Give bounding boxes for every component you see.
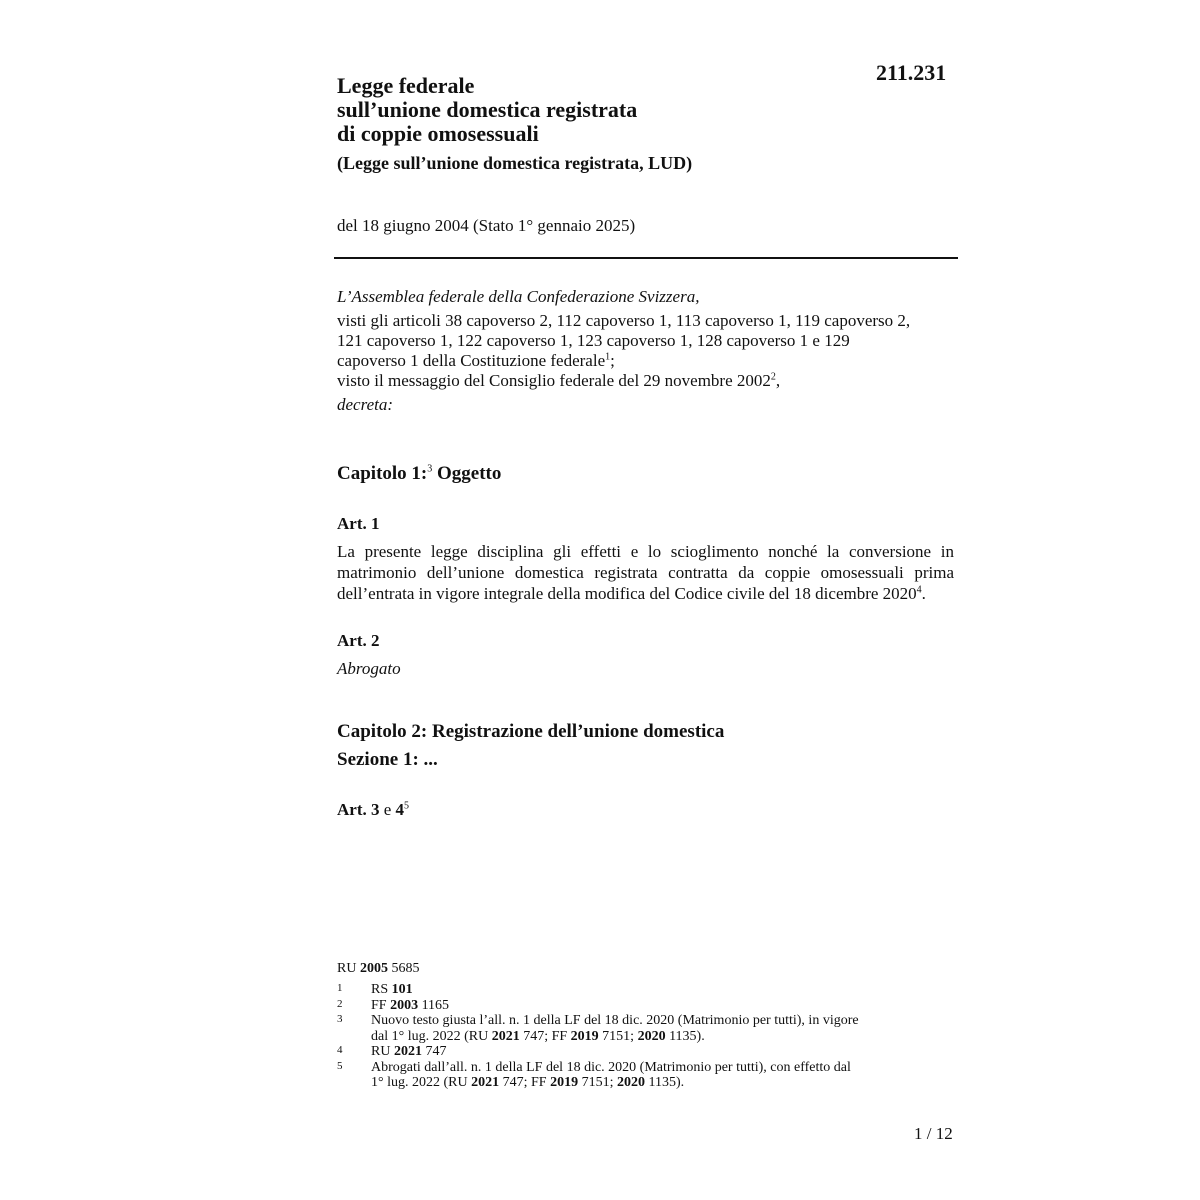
fn-3-y2: 2019	[570, 1028, 599, 1044]
date-line: del 18 giugno 2004 (Stato 1° gennaio 2025)	[337, 216, 636, 235]
art-label: Art.	[337, 800, 367, 819]
title-line-3: di coppie omosessuali	[337, 121, 539, 146]
chapter-1-title: Oggetto	[437, 463, 502, 484]
fn-5-t3: 7151;	[581, 1075, 614, 1090]
fn-2-a: FF	[371, 997, 387, 1013]
preamble-assembly: L’Assemblea federale della Confederazione Svizzera,	[337, 287, 700, 306]
art-1-text	[337, 541, 954, 604]
fn-1-a: RS	[371, 982, 389, 997]
footnote-text	[371, 1044, 937, 1060]
footnote-number: 1	[337, 982, 343, 994]
fn-5-t2: 747; FF	[502, 1075, 547, 1090]
fn-4-a: RU	[371, 1044, 391, 1059]
footnote-ref-3[interactable]: 3	[427, 463, 433, 475]
fn-5-l2a: 1° lug. 2022 (RU	[371, 1075, 468, 1090]
ru-year: 2005	[359, 961, 388, 976]
fn-5-line-1: Abrogati dall’all. n. 1 della LF del 18 dic. 2020 (Matrimonio per tutti), con effetto dal	[371, 1059, 851, 1075]
page-number: 1 / 12	[914, 1124, 953, 1143]
fn-3-l2a: dal 1° lug. 2022 (RU	[371, 1028, 489, 1044]
preamble-messaggio	[337, 371, 957, 391]
law-title	[337, 74, 637, 146]
fn-1-b: 101	[391, 982, 413, 997]
law-subtitle: (Legge sull’unione domestica registrata, LUD)	[337, 153, 693, 173]
art-1-body: La presente legge disciplina gli effetti e lo scioglimento nonché la conversione in matrimonio dell’unione domestica registrata contratta da coppie omosessuali prima dell’entrata in vigore integrale della modifica del Codice civile del 18 dicembre 2020	[337, 542, 954, 603]
fn-3-line-1: Nuovo testo giusta l’all. n. 1 della LF del 18 dic. 2020 (Matrimonio per tutti), in vigore	[371, 1013, 859, 1028]
art-2-heading: Art. 2	[337, 631, 380, 650]
visti-line-3-end: ;	[610, 351, 615, 370]
art-2-text: Abrogato	[337, 659, 401, 678]
footnote-number: 5	[337, 1059, 343, 1072]
art-3-number: 3	[370, 800, 380, 819]
footnote-text	[371, 1013, 937, 1044]
preamble-visti-line-2: 121 capoverso 1, 122 capoverso 1, 123 capoverso 1, 128 capoverso 1 e 129	[337, 331, 850, 350]
sr-number: 211.231	[876, 60, 947, 85]
footnote-text	[371, 1060, 937, 1091]
art-1-end: .	[921, 584, 926, 603]
fn-3-y3: 2020	[637, 1028, 666, 1044]
messaggio-end: ,	[775, 371, 781, 390]
footnote-number: 3	[337, 1013, 343, 1025]
fn-3-t2: 747; FF	[523, 1028, 568, 1044]
ru-reference	[337, 961, 419, 977]
messaggio-text: visto il messaggio del Consiglio federale del 29 novembre 2002	[337, 371, 771, 390]
ru-prefix: RU	[337, 961, 357, 976]
fn-2-b: 2003	[390, 997, 419, 1013]
fn-4-c: 747	[425, 1044, 447, 1059]
fn-3-t4: 1135).	[669, 1028, 705, 1044]
footnote-2	[337, 998, 937, 1014]
preamble-decreta: decreta:	[337, 395, 394, 414]
chapter-2-heading: Capitolo 2: Registrazione dell’unione domestica	[337, 721, 725, 742]
preamble	[337, 287, 957, 415]
section-1-heading: Sezione 1: ...	[337, 749, 438, 770]
footnote-number: 4	[337, 1044, 343, 1056]
footnote-ref-4[interactable]: 4	[916, 584, 922, 596]
fn-3-line-2	[371, 1029, 937, 1045]
footnote-ref-1[interactable]: 1	[605, 351, 611, 363]
footnote-text	[371, 982, 937, 998]
fn-5-y3: 2020	[616, 1075, 645, 1090]
fn-5-t4: 1135).	[648, 1075, 685, 1090]
visti-line-3-text: capoverso 1 della Costituzione federale	[337, 351, 606, 370]
chapter-1-heading	[337, 463, 501, 485]
art-4-number: 4	[395, 800, 405, 819]
fn-3-t3: 7151;	[602, 1028, 635, 1044]
art-1-heading: Art. 1	[337, 514, 380, 533]
footnotes	[337, 982, 937, 1091]
fn-2-c: 1165	[421, 997, 450, 1013]
horizontal-rule	[334, 257, 958, 259]
footnote-1	[337, 982, 937, 998]
preamble-visti-line-3	[337, 351, 957, 371]
footnote-ref-5[interactable]: 5	[404, 800, 410, 812]
art-conjunction: e	[383, 800, 392, 819]
fn-5-y1: 2021	[471, 1075, 500, 1090]
ru-page: 5685	[391, 961, 420, 976]
art-3-4-heading	[337, 800, 409, 820]
fn-3-y1: 2021	[491, 1028, 520, 1044]
footnote-5	[337, 1060, 937, 1091]
title-line-2: sull’unione domestica registrata	[337, 97, 638, 122]
footnote-4	[337, 1044, 937, 1060]
preamble-visti-line-1: visti gli articoli 38 capoverso 2, 112 capoverso 1, 113 capoverso 1, 119 capoverso 2,	[337, 311, 911, 330]
footnote-3	[337, 1013, 937, 1044]
footnote-ref-2[interactable]: 2	[770, 371, 776, 383]
fn-5-y2: 2019	[550, 1075, 579, 1090]
footnote-text	[371, 998, 937, 1014]
chapter-1-label: Capitolo 1:	[337, 463, 428, 484]
fn-5-line-2	[371, 1075, 937, 1091]
footnote-number: 2	[337, 997, 343, 1010]
fn-4-b: 2021	[393, 1044, 422, 1059]
title-line-1: Legge federale	[337, 73, 475, 98]
